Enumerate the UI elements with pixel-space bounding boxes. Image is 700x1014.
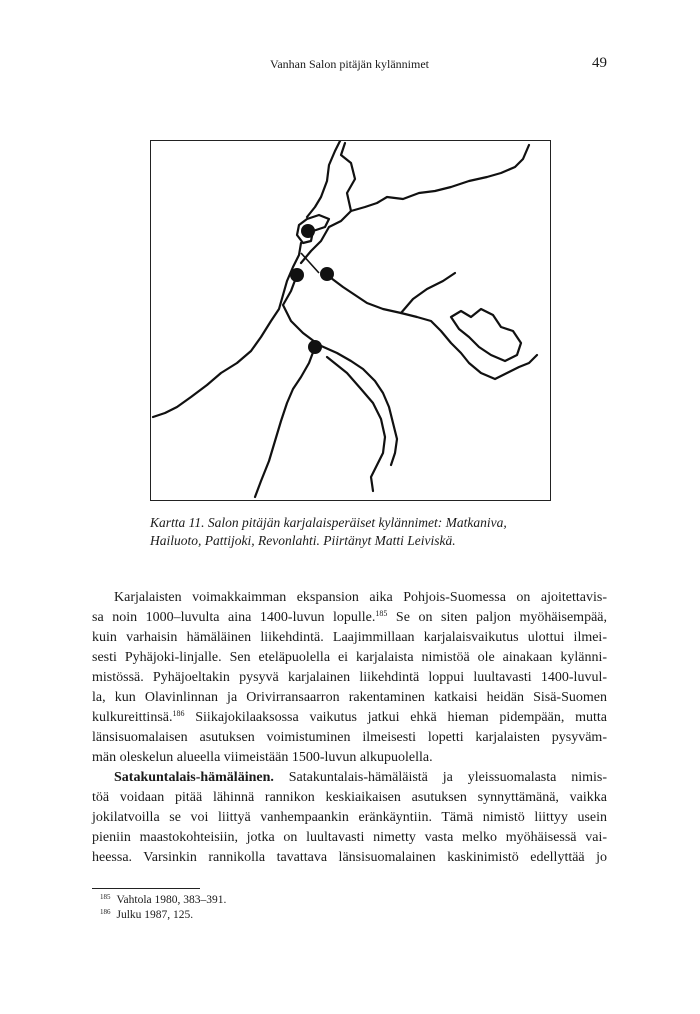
village-marker-pattijoki: [320, 267, 334, 281]
village-marker-hailuoto: [301, 224, 315, 238]
caption-line: Hailuoto, Pattijoki, Revonlahti. Piirtänyt Matti Leiviskä.: [150, 533, 456, 548]
footnote: $^{185}$ Vahtola 1980, 383–391.: [100, 893, 227, 906]
text-line: män oleskelun alueella viimeistään 1500-luvun alkupuolella.: [92, 750, 433, 765]
connector-line: [301, 253, 319, 273]
river-southeast: [327, 357, 385, 491]
text-line: Satakuntalais-hämäläinen. Satakuntalais-hämäläistä ja yleissuomalasta nimis-: [114, 770, 607, 785]
text-line: jokilatvoilla se voi liittyä vanhempaankin eränkäyntiin. Tämä nimistö liittyy usein: [92, 810, 607, 825]
running-title: Vanhan Salon pitäjän kylännimet: [270, 57, 429, 71]
village-markers: [290, 224, 334, 354]
page-number: 49: [592, 55, 607, 71]
text-line: la, kun Olavinlinnan ja Orivirransaarron rakentaminen katkaisi heidän Sisä-Suomen: [92, 690, 607, 705]
text-line: mistössä. Pyhäjoeltakin pysyvä karjalainen liikehdintä loppui luultavasti 1400-luvul-: [92, 670, 607, 685]
footnote-ref: 186: [172, 709, 185, 718]
coastline: [153, 141, 341, 417]
footnote-ref: 185: [375, 609, 388, 618]
river-south: [255, 347, 315, 497]
caption-line: Kartta 11. Salon pitäjän karjalaisperäiset kylännimet: Matkaniva,: [150, 515, 507, 530]
stream-middle: [401, 273, 455, 313]
text-line: sesti Pyhäjoki-linjalle. Sen eteläpuolella ei karjalaista nimistöä ole ainakaan kylänni-: [92, 650, 607, 665]
map-figure: [150, 140, 551, 501]
footnote: $^{186}$ Julku 1987, 125.: [100, 908, 194, 921]
village-marker-matkaniva: [290, 268, 304, 282]
river-middle: [327, 275, 537, 379]
body-text: [92, 588, 607, 868]
stream-north: [341, 143, 355, 211]
footnotes: [100, 893, 226, 923]
river-map: [151, 141, 550, 500]
figure-caption: [150, 514, 570, 550]
text-line: kuin varhaisin hämäläinen liikehdintä. Laajimmillaan karjalaisvaikutus ulottui ilmei-: [92, 630, 607, 645]
text-line: länsisuomalaisen asutuksen voimistuminen ilmeisesti lopetti karjalaisten pysyväm-: [92, 730, 607, 745]
river-pattijoki: [283, 275, 397, 465]
text-line: töä voidaan pitää lähinnä rannikon keskiaikaisen asutuksen synnyttämänä, vaikka: [92, 790, 607, 805]
text-line: heessa. Varsinkin rannikolla tavattava länsisuomalainen kaskinimistö edellyttää jo: [92, 850, 607, 865]
footnote-rule: [92, 888, 200, 889]
village-marker-revonlahti: [308, 340, 322, 354]
text-line: Karjalaisten voimakkaimman ekspansion aika Pohjois-Suomessa on ajoitettavis-: [114, 590, 607, 605]
text-line: kulkureittinsä.$^{186}$ Siikajokilaaksossa vaikutus jatkui ehkä hieman pidempään, mutta: [92, 709, 607, 725]
page-header: [92, 56, 607, 74]
river-north: [301, 145, 529, 263]
text-line: sa noin 1000–luvulta aina 1400-luvun lopulle.$^{185}$ Se on siten paljon myöhäisempää,: [92, 609, 607, 625]
section-heading: Satakuntalais-hämäläinen.: [114, 770, 274, 785]
text-line: pieniin maastokohteisiin, jotka on luultavasti nimetty vasta melko myöhäisessä vai-: [92, 830, 607, 845]
